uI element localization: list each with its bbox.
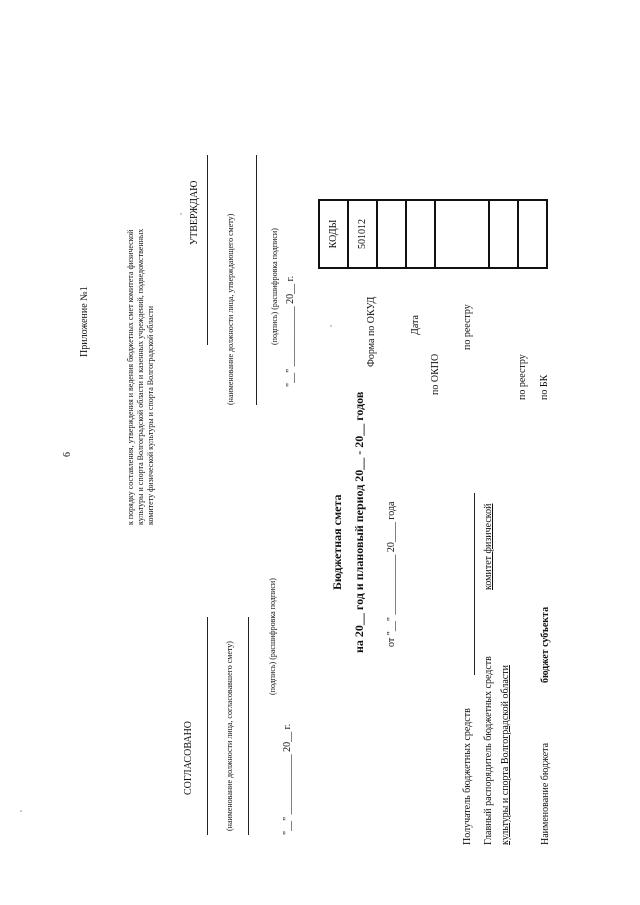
approved-position-caption: (наименование должности лица, утверждающего смету)	[226, 213, 235, 405]
page-number: 6	[62, 452, 73, 457]
label-registry-1: по реестру	[462, 304, 473, 350]
codes-header-cell: КОДЫ	[319, 200, 348, 268]
agreed-heading: СОГЛАСОВАНО	[183, 720, 194, 795]
approved-signature-line	[256, 155, 257, 405]
budget-name-value: бюджет субъекта	[540, 606, 551, 683]
main-manager-value-1: комитет физической	[483, 503, 494, 590]
codes-registry-row	[435, 200, 489, 268]
budget-name-label: Наименование бюджета	[540, 742, 551, 845]
codes-header-row	[319, 200, 348, 268]
recipient-label: Получатель бюджетных средств	[462, 708, 473, 845]
main-manager-value-2: культуры и спорта Волгоградской области	[500, 665, 511, 845]
scan-speck	[330, 325, 332, 327]
agreed-position-line	[207, 617, 208, 835]
order-reference-line-1: к порядку составления, утверждения и ведения бюджетных смет комитета физической	[126, 229, 135, 525]
codes-okpo-cell	[406, 200, 435, 268]
main-manager-label: Главный распорядитель бюджетных средств	[483, 656, 494, 845]
scan-speck	[180, 213, 182, 215]
document-title: Бюджетная смета	[330, 494, 344, 590]
label-bk: по БК	[539, 374, 550, 400]
label-okpo: по ОКПО	[430, 353, 441, 395]
codes-table	[318, 199, 548, 269]
appendix-label: Приложение №1	[79, 286, 90, 357]
label-registry-2: по реестру	[517, 354, 528, 400]
label-date: Дата	[410, 315, 421, 335]
codes-registry-2-cell	[489, 200, 518, 268]
agreed-date: "__" ____________ 20__ г.	[282, 723, 293, 835]
codes-registry-2-row	[489, 200, 518, 268]
recipient-value-line	[474, 493, 475, 675]
codes-bk-cell	[518, 200, 547, 268]
order-reference-line-3: комитету физической культуры и спорта Волгоградской области	[146, 305, 155, 525]
approved-position-line	[207, 155, 208, 345]
approved-heading: УТВЕРЖДАЮ	[189, 180, 200, 245]
codes-okpo-row	[406, 200, 435, 268]
order-reference-line-2: культуры и спорта Волгоградской области и казенных учреждений, подведомственных	[136, 228, 145, 525]
agreed-signature-line	[248, 617, 249, 835]
approved-date: "__" ____________ 20__ г.	[285, 275, 296, 387]
date-from-line: от "__" ____________ 20____ года	[386, 501, 397, 647]
approved-signature-caption: (подпись) (расшифровка подписи)	[270, 228, 279, 345]
agreed-signature-caption: (подпись) (расшифровка подписи)	[268, 578, 277, 695]
label-form-okud: Форма по ОКУД	[366, 296, 377, 367]
scan-speck	[20, 810, 22, 812]
document-subtitle: на 20__ год и плановый период 20__ - 20__ годов	[352, 391, 366, 653]
codes-okud-cell: 501012	[348, 200, 377, 268]
codes-bk-row	[518, 200, 547, 268]
codes-registry-cell	[435, 200, 489, 268]
agreed-position-caption: (наименование должности лица, согласовавшего смету)	[225, 641, 234, 831]
codes-date-row	[377, 200, 406, 268]
codes-date-cell	[377, 200, 406, 268]
codes-okud-row	[348, 200, 377, 268]
